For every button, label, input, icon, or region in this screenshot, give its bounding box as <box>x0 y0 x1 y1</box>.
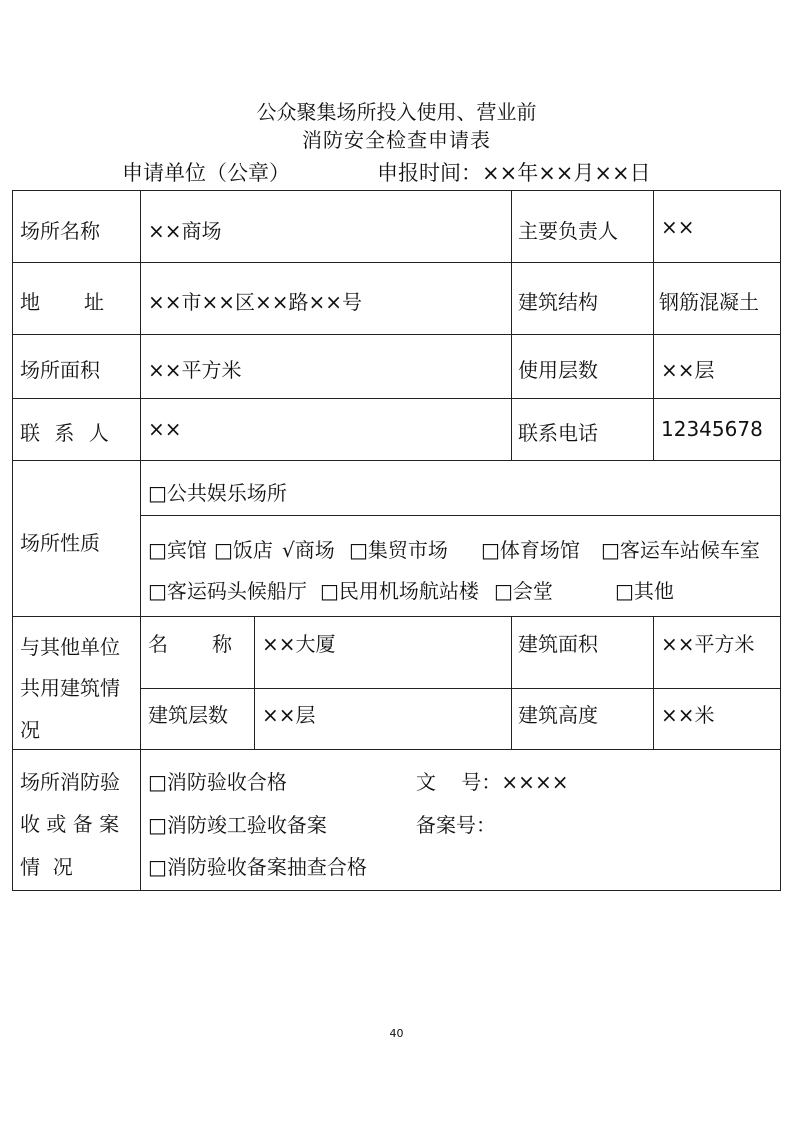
nature-option-restaurant[interactable]: □饭店 <box>214 538 273 562</box>
document-number: 文 号：×××× <box>416 770 569 794</box>
venue-name-label: 场所名称 <box>20 219 100 243</box>
shared-floors-value: ××层 <box>262 703 316 727</box>
form-title: 公众聚集场所投入使用、营业前 <box>256 100 537 124</box>
form-subtitle: 消防安全检查申请表 <box>302 128 491 152</box>
column-divider <box>140 190 141 891</box>
contact-phone-label: 联系电话 <box>518 421 598 445</box>
shared-building-label-line1: 与其他单位 <box>20 635 120 659</box>
building-structure-label: 建筑结构 <box>518 290 598 314</box>
contact-person-label: 联 系 人 <box>20 421 113 445</box>
venue-area-value: ××平方米 <box>148 358 242 382</box>
row-divider <box>12 749 781 750</box>
row-divider <box>140 688 781 689</box>
shared-floors-label: 建筑层数 <box>148 703 228 727</box>
column-divider <box>511 616 512 749</box>
column-divider <box>254 616 255 749</box>
nature-option-hall[interactable]: □会堂 <box>494 579 553 603</box>
column-divider <box>653 616 654 749</box>
applicant-unit-label: 申请单位（公章） <box>122 161 290 185</box>
address-label-char2: 址 <box>84 290 104 314</box>
nature-option-market[interactable]: □集贸市场 <box>349 538 448 562</box>
acceptance-option-passed[interactable]: □消防验收合格 <box>148 770 287 794</box>
acceptance-label-line3: 情 况 <box>20 855 73 879</box>
nature-option-other[interactable]: □其他 <box>615 579 674 603</box>
shared-name-value: ××大厦 <box>262 632 336 656</box>
address-label-char1: 地 <box>20 290 40 314</box>
nature-option-ferry-terminal[interactable]: □客运码头候船厅 <box>148 579 307 603</box>
shared-building-label-line3: 况 <box>20 718 40 742</box>
record-number-label: 备案号： <box>416 813 496 837</box>
acceptance-option-spot-check[interactable]: □消防验收备案抽查合格 <box>148 855 367 879</box>
row-divider <box>12 334 781 335</box>
floors-used-label: 使用层数 <box>518 358 598 382</box>
person-in-charge-label: 主要负责人 <box>518 219 618 243</box>
contact-person-value: ×× <box>148 417 182 441</box>
floors-used-value: ××层 <box>661 358 715 382</box>
acceptance-label-line1: 场所消防验 <box>20 770 120 794</box>
shared-name-label-char2: 称 <box>212 632 232 656</box>
nature-option-stadium[interactable]: □体育场馆 <box>481 538 580 562</box>
nature-option-airport[interactable]: □民用机场航站楼 <box>320 579 479 603</box>
row-divider <box>12 460 781 461</box>
venue-nature-label: 场所性质 <box>20 531 100 555</box>
venue-area-label: 场所面积 <box>20 358 100 382</box>
row-divider <box>12 262 781 263</box>
address-value: ××市××区××路××号 <box>148 290 363 314</box>
page-number: 40 <box>389 1027 404 1040</box>
nature-option-entertainment[interactable]: □公共娱乐场所 <box>148 481 287 505</box>
person-in-charge-value: ×× <box>661 215 695 239</box>
shared-height-label: 建筑高度 <box>518 703 598 727</box>
shared-area-value: ××平方米 <box>661 632 755 656</box>
shared-area-label: 建筑面积 <box>518 632 598 656</box>
shared-building-label-line2: 共用建筑情 <box>20 676 120 700</box>
nature-option-hotel[interactable]: □宾馆 <box>148 538 207 562</box>
nature-option-mall-checked[interactable]: √商场 <box>282 538 335 562</box>
column-divider <box>511 190 512 460</box>
acceptance-option-record[interactable]: □消防竣工验收备案 <box>148 813 327 837</box>
acceptance-label-line2: 收 或 备 案 <box>20 812 120 836</box>
column-divider <box>653 190 654 460</box>
row-divider <box>140 515 781 516</box>
row-divider <box>12 616 781 617</box>
venue-name-value: ××商场 <box>148 219 222 243</box>
shared-name-label-char1: 名 <box>148 632 168 656</box>
submission-date: 申报时间：××年××月××日 <box>377 161 651 185</box>
row-divider <box>12 398 781 399</box>
shared-height-value: ××米 <box>661 703 715 727</box>
contact-phone-value: 12345678 <box>661 417 763 441</box>
building-structure-value: 钢筋混凝土 <box>659 290 759 314</box>
nature-option-bus-station[interactable]: □客运车站候车室 <box>601 538 760 562</box>
